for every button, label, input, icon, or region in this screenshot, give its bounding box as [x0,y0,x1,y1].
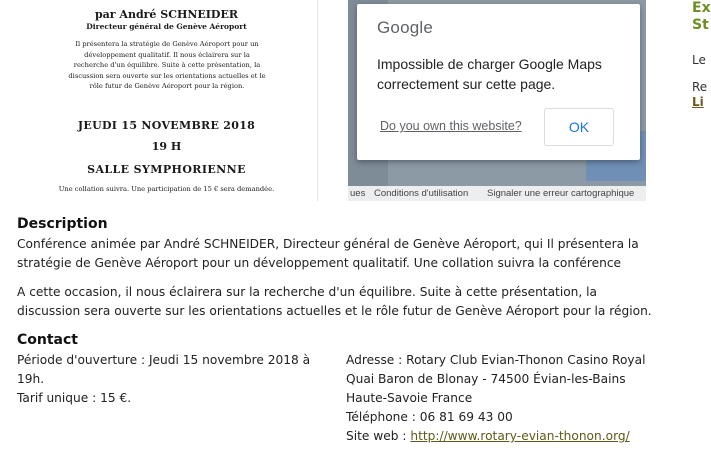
contact-left-column [17,351,317,408]
sidebar-text: Le [692,53,706,67]
map-terms-link[interactable]: Conditions d'utilisation [374,188,469,199]
phone [346,408,646,427]
sidebar-text: Re [692,80,708,94]
map-footer-cut-text: ues [350,188,366,199]
description-paragraph-1: Conférence animée par André SCHNEIDER, Directeur général de Genève Aéroport, qui Il présentera la stratégie de Genève Aéroport pour un développement qualitatif. Une collation suivra la conférence [17,237,639,270]
poster-speaker: par André SCHNEIDER [94,8,239,21]
address-label: Adresse : [346,353,407,367]
map-footer [348,186,646,201]
phone-label: Téléphone : [346,410,420,424]
poster-date: JEUDI 15 NOVEMBRE 2018 [77,119,256,132]
dialog-message: Impossible de charger Google Maps correctement sur cette page. [377,56,602,92]
description-title: Description [17,216,108,232]
address [346,351,646,408]
description-paragraph-2: A cette occasion, il nous éclairera sur la recherche d'un équilibre. Suite à cette présentation, la discussion sera ouverte sur les orientations actuelles et le rôle futur de Genève Aéroport pour la région. [17,285,652,318]
website [346,427,646,446]
google-logo: Google [377,18,434,37]
poster-note: Une collation suivra. Une participation de 15 € sera demandée. [58,185,275,193]
opening-period: Période d'ouverture : Jeudi 15 novembre 2018 à 19h. [17,353,311,386]
sidebar-link[interactable]: Li [692,95,704,109]
sidebar-heading: St [692,17,709,33]
phone-value: 06 81 69 43 00 [419,410,513,424]
price: Tarif unique : 15 €. [17,391,132,405]
poster-hour: 19 H [151,140,182,153]
right-sidebar [690,0,711,120]
website-link[interactable]: http://www.rotary-evian-thonon.org/ [410,429,630,443]
poster-venue: SALLE SYMPHORIENNE [87,163,246,176]
contact-right-column [346,351,646,446]
sidebar-heading: Ex [692,0,711,16]
maps-error-dialog [357,4,640,160]
own-website-link[interactable]: Do you own this website? [380,119,522,133]
poster-paragraph: Il présentera la stratégie de Genève Aéroport pour un développement qualitatif. Il nous éclairera sur la recherche d'un équilibre. Suite à cette présentation, la discussion sera ouverte sur les orientations actuelles et le rôle futur de Genève Aéroport pour la région. [68,40,266,90]
poster-role: Directeur général de Genève Aéroport [86,22,247,31]
map-report-error-link[interactable]: Signaler une erreur cartographique [487,188,635,199]
event-poster-image [16,0,318,201]
website-label: Site web : [346,429,411,443]
contact-title: Contact [17,332,78,348]
address-value: Rotary Club Evian-Thonon Casino Royal Quai Baron de Blonay - 74500 Évian-les-Bains Haute-Savoie France [346,353,646,405]
ok-button[interactable]: OK [544,108,614,146]
